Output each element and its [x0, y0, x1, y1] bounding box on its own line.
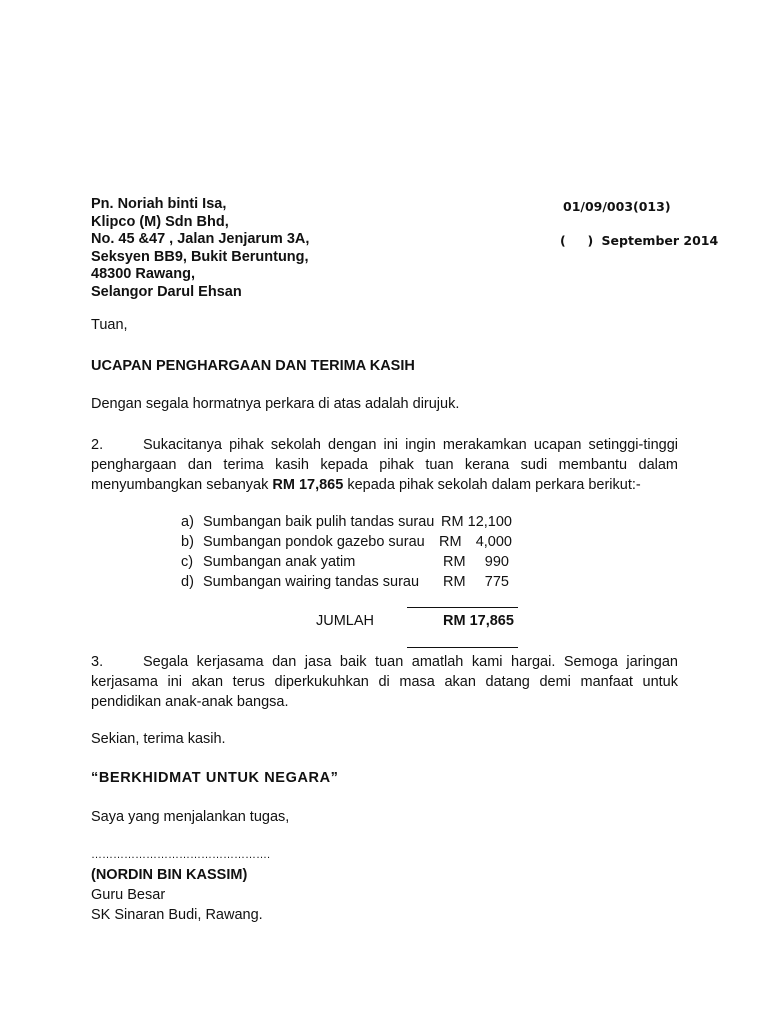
paragraph-number: 3.	[91, 654, 104, 670]
signature-line: ………………………………………….	[91, 849, 271, 861]
intro-text: Dengan segala hormatnya perkara di atas adalah dirujuk.	[91, 396, 460, 412]
total-top-rule	[407, 607, 518, 608]
paragraph-line	[91, 435, 678, 455]
total-bottom-rule	[407, 647, 518, 648]
paragraph-2	[91, 435, 678, 495]
list-item-text: Sumbangan pondok gazebo surau	[203, 534, 425, 550]
paragraph-text: Sukacitanya pihak sekolah dengan ini ingin merakamkan ucapan setinggi-tinggi	[143, 437, 678, 453]
letter-date	[560, 233, 718, 248]
address-line: 48300 Rawang,	[91, 266, 195, 282]
address-line: Pn. Noriah binti Isa,	[91, 196, 227, 212]
address-line: Klipco (M) Sdn Bhd,	[91, 213, 229, 230]
list-item-currency: RM	[443, 554, 466, 570]
paragraph-line: kerjasama ini akan terus diperkukuhkan di masa akan datang demi manfaat untuk	[91, 674, 678, 690]
paragraph-text: kepada pihak sekolah dalam perkara berikut:-	[343, 477, 641, 493]
list-item-text: Sumbangan wairing tandas surau	[203, 574, 420, 590]
paragraph-number: 2.	[91, 437, 104, 453]
letter-subject: UCAPAN PENGHARGAAN DAN TERIMA KASIH	[91, 358, 415, 374]
list-item-label: b)	[181, 534, 194, 550]
list-item-currency: RM	[441, 514, 464, 530]
motto: “BERKHIDMAT UNTUK NEGARA”	[91, 770, 339, 786]
reference-number: 01/09/003(013)	[563, 199, 671, 214]
list-item-label: d)	[181, 574, 194, 590]
paragraph-line: pendidikan anak-anak bangsa.	[91, 694, 289, 710]
total-label: JUMLAH	[316, 613, 375, 629]
list-item-amount: 12,100	[467, 514, 512, 530]
paragraph-text: Segala kerjasama dan jasa baik tuan amatlah kami hargai. Semoga jaringan	[143, 654, 678, 670]
date-text: September 2014	[601, 233, 719, 248]
address-line: No. 45 &47 , Jalan Jenjarum 3A,	[91, 231, 310, 247]
paragraph-line: penghargaan dan terima kasih kepada pihak tuan kerana sudi membantu dalam	[91, 457, 678, 473]
list-item-amount: 775	[484, 574, 509, 590]
list-item-label: a)	[181, 514, 194, 530]
signer-title: Guru Besar	[91, 887, 166, 903]
address-line: Seksyen BB9, Bukit Beruntung,	[91, 248, 309, 265]
list-item-amount: 4,000	[475, 534, 512, 550]
address-line: Selangor Darul Ehsan	[91, 283, 242, 300]
list-item-label: c)	[181, 554, 194, 570]
recipient-address	[91, 196, 309, 301]
total-value: RM 17,865	[443, 613, 514, 629]
signer-name: (NORDIN BIN KASSIM)	[91, 867, 248, 883]
paragraph-line	[91, 475, 678, 495]
paragraph-3	[91, 652, 678, 712]
paragraph-text: menyumbangkan sebanyak	[91, 477, 273, 493]
list-item-amount: 990	[484, 554, 509, 570]
signature-intro: Saya yang menjalankan tugas,	[91, 809, 290, 825]
list-item-currency: RM	[439, 534, 462, 550]
list-item-currency: RM	[443, 574, 466, 590]
donation-amount: RM 17,865	[272, 477, 344, 493]
list-item-text: Sumbangan baik pulih tandas surau	[203, 514, 435, 530]
paragraph-line	[91, 652, 678, 672]
signer-school: SK Sinaran Budi, Rawang.	[91, 907, 263, 923]
date-bracket: ( )	[560, 233, 594, 248]
closing-text: Sekian, terima kasih.	[91, 731, 226, 747]
list-item-text: Sumbangan anak yatim	[203, 554, 356, 570]
salutation: Tuan,	[91, 317, 128, 333]
